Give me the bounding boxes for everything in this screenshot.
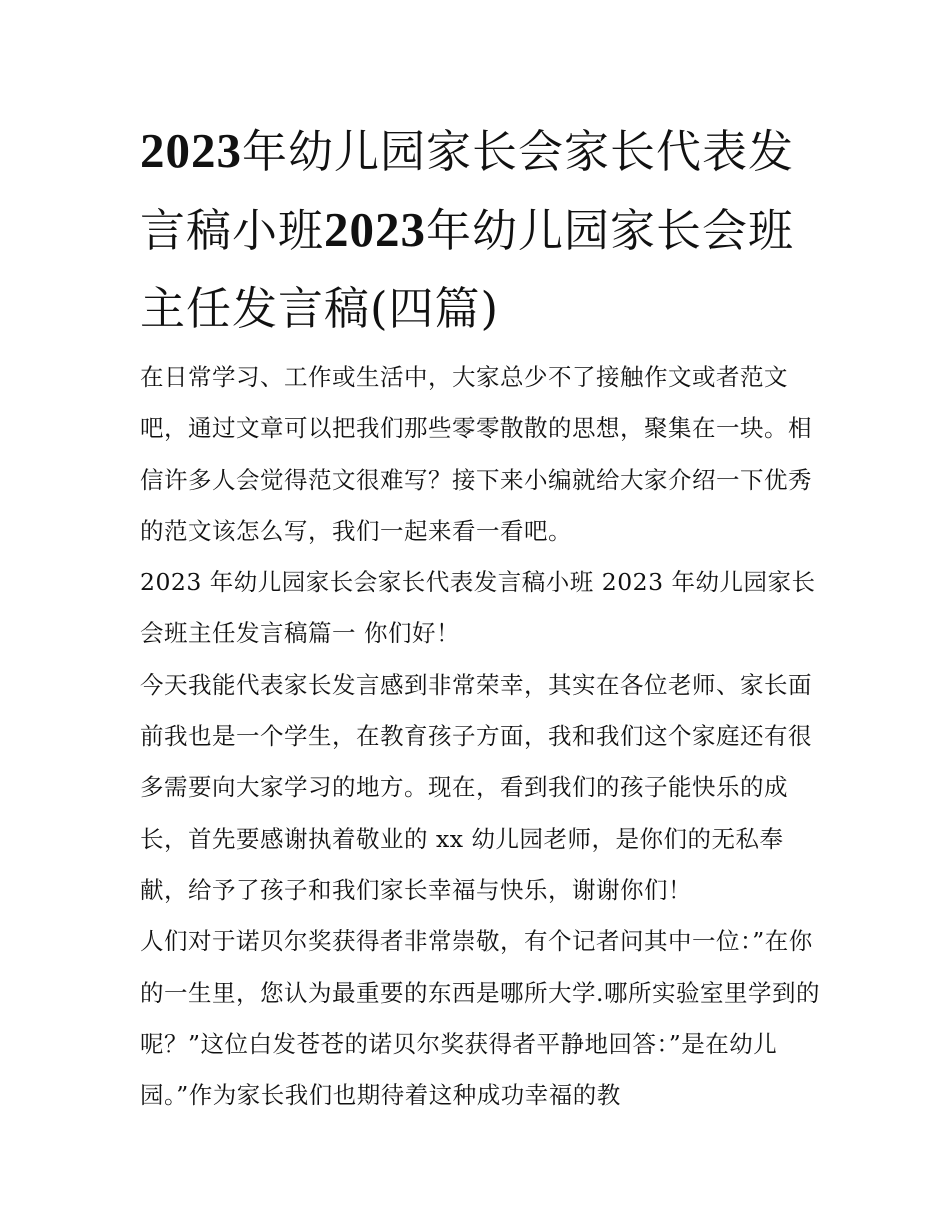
paragraph-speech-2: 人们对于诺贝尔奖获得者非常崇敬，有个记者问其中一位：”在你的一生里，您认为最重要的东西是哪所大学.哪所实验室里学到的呢？”这位白发苍苍的诺贝尔奖获得者平静地回答：”是在幼儿园。”作为家长我们也期待着这种成功幸福的教 — [140, 927, 820, 1110]
title-text-1: 年幼儿园家长会家长代表发言稿小班 — [140, 125, 795, 257]
document-title — [140, 112, 820, 348]
paragraph-heading: 2023 年幼儿园家长会家长代表发言稿小班 2023 年幼儿园家长会班主任发言稿篇一 你们好！ — [140, 568, 816, 648]
title-year-1: 2023 — [140, 123, 242, 178]
title-year-2: 2023 — [324, 202, 427, 257]
paragraph-intro: 在日常学习、工作或生活中，大家总少不了接触作文或者范文吧，通过文章可以把我们那些零零散散的思想，聚集在一块。相信许多人会觉得范文很难写？接下来小编就给大家介绍一下优秀的范文该怎么写，我们一起来看一看吧。 — [140, 363, 812, 545]
document-body — [140, 352, 820, 1121]
title-text-2: 年幼儿园家长会班主任发言稿(四篇) — [140, 204, 795, 335]
paragraph-speech-1: 今天我能代表家长发言感到非常荣幸，其实在各位老师、家长面前我也是一个学生，在教育孩子方面，我和我们这个家庭还有很多需要向大家学习的地方。现在，看到我们的孩子能快乐的成长，首先要感谢执着敬业的 xx 幼儿园老师，是你们的无私奉献，给予了孩子和我们家长幸福与快乐，谢谢你们！ — [140, 670, 812, 904]
